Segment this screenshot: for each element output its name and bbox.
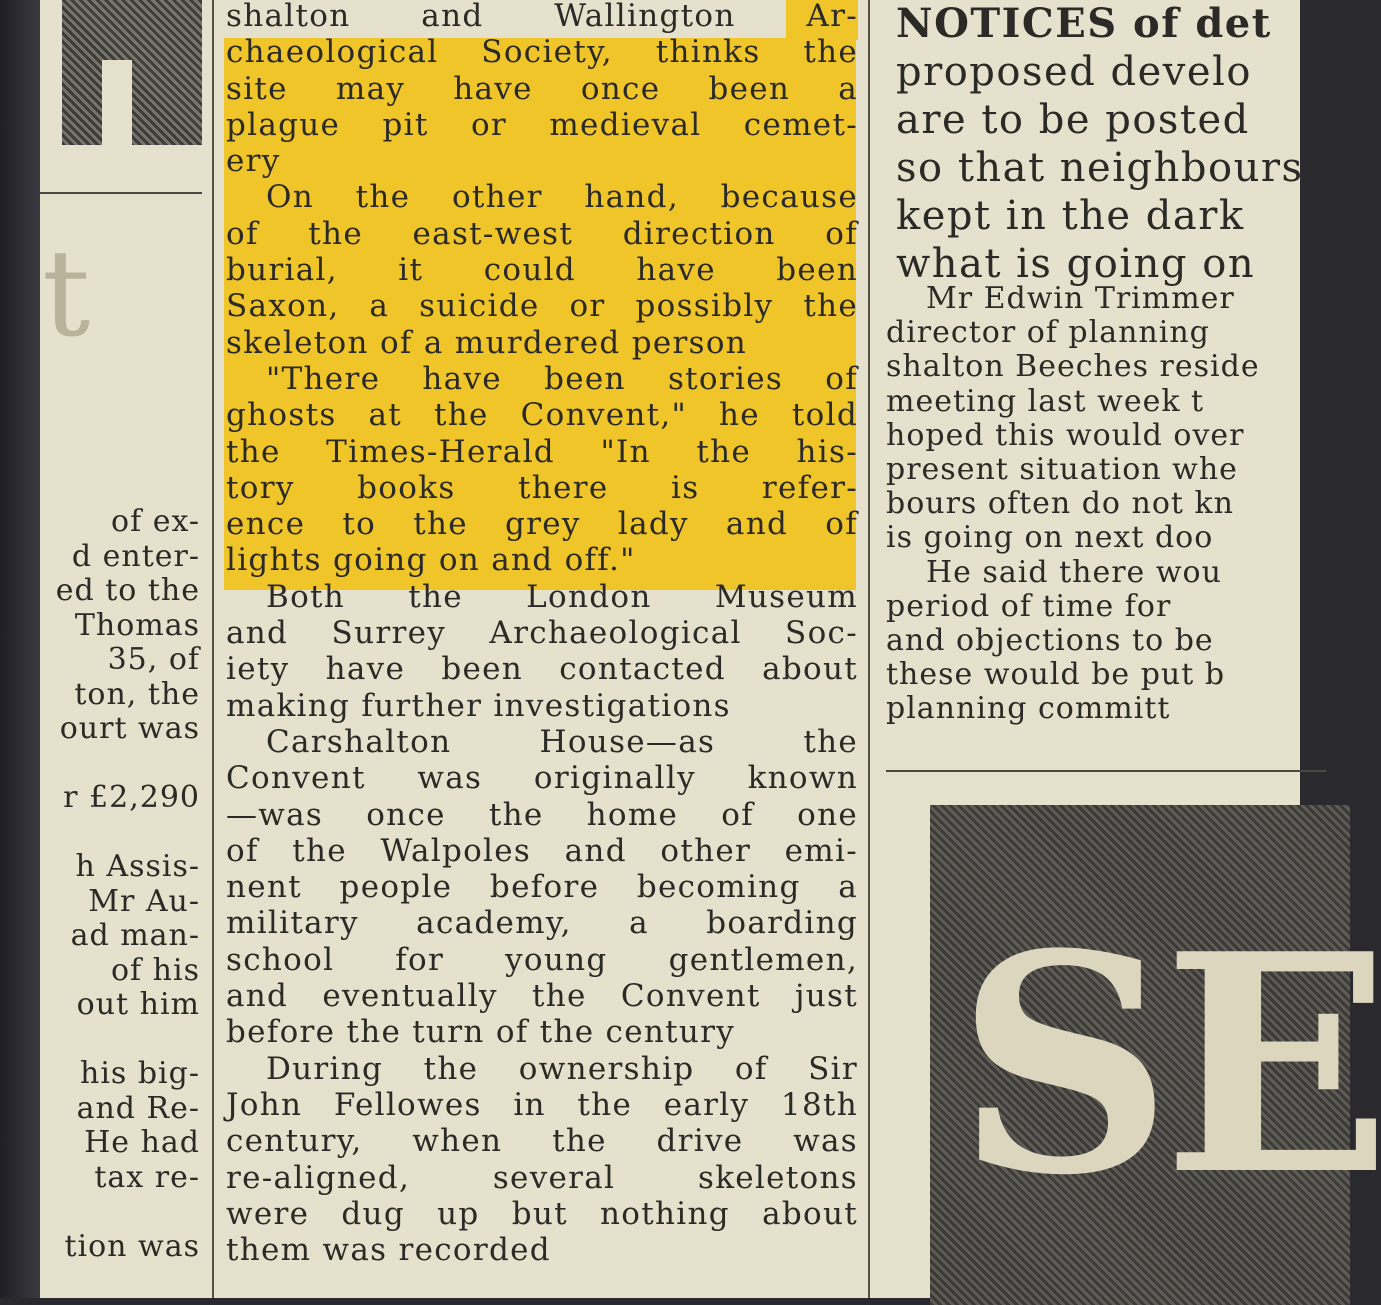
notices-body-line: and objections to be — [886, 623, 1214, 659]
article-line: Convent was originally known — [226, 760, 858, 797]
left-column-line: ad man- — [70, 918, 200, 953]
article-line: ghosts at the Convent," he told — [226, 397, 858, 434]
article-line: Saxon, a suicide or possibly the — [226, 288, 858, 325]
notices-body-line: shalton Beeches reside — [886, 349, 1260, 385]
article-line: of the Walpoles and other emi- — [226, 832, 858, 869]
left-column-line — [40, 747, 200, 782]
advert-headline: SE — [956, 888, 1381, 1241]
article-line: military academy, a boarding — [226, 905, 858, 942]
article-line: burial, it could have been — [226, 252, 858, 289]
notices-lead-line: so that neighbours — [896, 145, 1304, 191]
notices-lead-line: NOTICES of det — [896, 0, 1272, 47]
left-column-line: of ex- — [111, 504, 200, 539]
large-headline-letter: t — [42, 225, 91, 364]
notices-lead — [896, 0, 1336, 288]
column-rule — [886, 770, 1326, 772]
notices-body-line: hoped this would over — [886, 417, 1245, 453]
notices-body-line: director of planning — [886, 315, 1210, 351]
notices-body-line: meeting last week t — [886, 383, 1205, 419]
newspaper-clipping — [40, 0, 1381, 1298]
article-line: and eventually the Convent just — [226, 978, 858, 1015]
left-column-line: d enter- — [71, 538, 200, 574]
article-line: making further investigations — [226, 687, 731, 724]
left-column — [40, 0, 208, 1298]
article-line: ence to the grey lady and of — [226, 506, 858, 543]
left-column-line: 35, of — [107, 642, 200, 677]
notices-body-line: is going on next doo — [886, 520, 1214, 556]
left-column-line: his big- — [80, 1056, 200, 1091]
advert-box — [930, 805, 1381, 1305]
article-line: ery — [226, 143, 281, 180]
notices-lead-line: are to be posted — [896, 97, 1250, 143]
article-line: John Fellowes in the early 18th — [226, 1086, 858, 1123]
article-line: the Times-Herald "In the his- — [226, 433, 858, 470]
left-column-line: of his — [110, 952, 200, 988]
article-line: before the turn of the century — [226, 1014, 736, 1051]
article-line: shalton and Wallington Ar- — [226, 0, 858, 34]
article-line: On the other hand, because — [266, 179, 858, 216]
article-line: site may have once been a — [226, 70, 858, 107]
notices-lead-line: what is going on — [896, 241, 1256, 287]
left-column-line: and Re- — [76, 1090, 200, 1126]
notices-body-line: these would be put b — [886, 657, 1226, 693]
notices-body-line: He said there wou — [926, 554, 1222, 590]
notices-lead-line: kept in the dark — [896, 193, 1245, 239]
article-line: "There have been stories of — [266, 360, 858, 397]
left-column-line: Thomas — [74, 607, 200, 643]
article-line: iety have been contacted about — [226, 651, 858, 688]
article-line: were dug up but nothing about — [226, 1195, 858, 1232]
article-line: nent people before becoming a — [226, 869, 858, 906]
left-column-line: ed to the — [55, 573, 200, 608]
column-rule — [40, 192, 202, 194]
left-column-line: Mr Au- — [88, 883, 200, 919]
left-column-line — [40, 1023, 200, 1058]
article-line: chaeological Society, thinks the — [226, 34, 858, 71]
article-line: them was recorded — [226, 1232, 551, 1269]
notices-body-line: Mr Edwin Trimmer — [926, 281, 1235, 316]
article-line: Carshalton House—as the — [266, 723, 858, 760]
left-column-line: tax re- — [94, 1159, 200, 1195]
article-line: Both the London Museum — [266, 578, 858, 615]
left-column-line: tion was — [64, 1228, 200, 1264]
article-line: skeleton of a murdered person — [226, 324, 748, 361]
article-line: school for young gentlemen, — [226, 941, 858, 978]
left-column-line — [40, 1195, 200, 1230]
notices-lead-line: proposed develo — [896, 49, 1252, 95]
notices-body — [886, 282, 1326, 727]
article-line: —was once the home of one — [226, 796, 858, 833]
article-line: century, when the drive was — [226, 1123, 858, 1160]
article-line: plague pit or medieval cemet- — [226, 106, 858, 143]
article-line: lights going on and off." — [226, 542, 636, 579]
column-divider — [868, 0, 870, 1298]
left-column-text — [40, 505, 200, 1264]
left-column-line: ton, the — [74, 676, 200, 712]
left-column-line: out him — [76, 987, 200, 1022]
left-column-line: h Assis- — [75, 849, 200, 884]
column-divider — [212, 0, 214, 1298]
left-column-line: r £2,290 — [63, 780, 200, 815]
halftone-image — [62, 0, 202, 145]
left-column-line: ourt was — [59, 711, 200, 746]
right-column — [886, 0, 1381, 1298]
article-line: re-aligned, several skeletons — [226, 1159, 858, 1196]
article-line: tory books there is refer- — [226, 469, 858, 506]
article-line: During the ownership of Sir — [266, 1050, 858, 1087]
article-body — [226, 0, 858, 1268]
notices-body-line: planning committ — [886, 691, 1171, 727]
background-edge — [0, 0, 40, 1298]
article-line: and Surrey Archaeological Soc- — [226, 615, 858, 652]
left-column-line — [40, 816, 200, 851]
notices-body-line: bours often do not kn — [886, 486, 1234, 522]
notices-body-line: period of time for — [886, 588, 1172, 624]
left-column-line: He had — [84, 1125, 200, 1160]
article-line: of the east-west direction of — [226, 215, 858, 252]
notices-body-line: present situation whe — [886, 452, 1238, 488]
